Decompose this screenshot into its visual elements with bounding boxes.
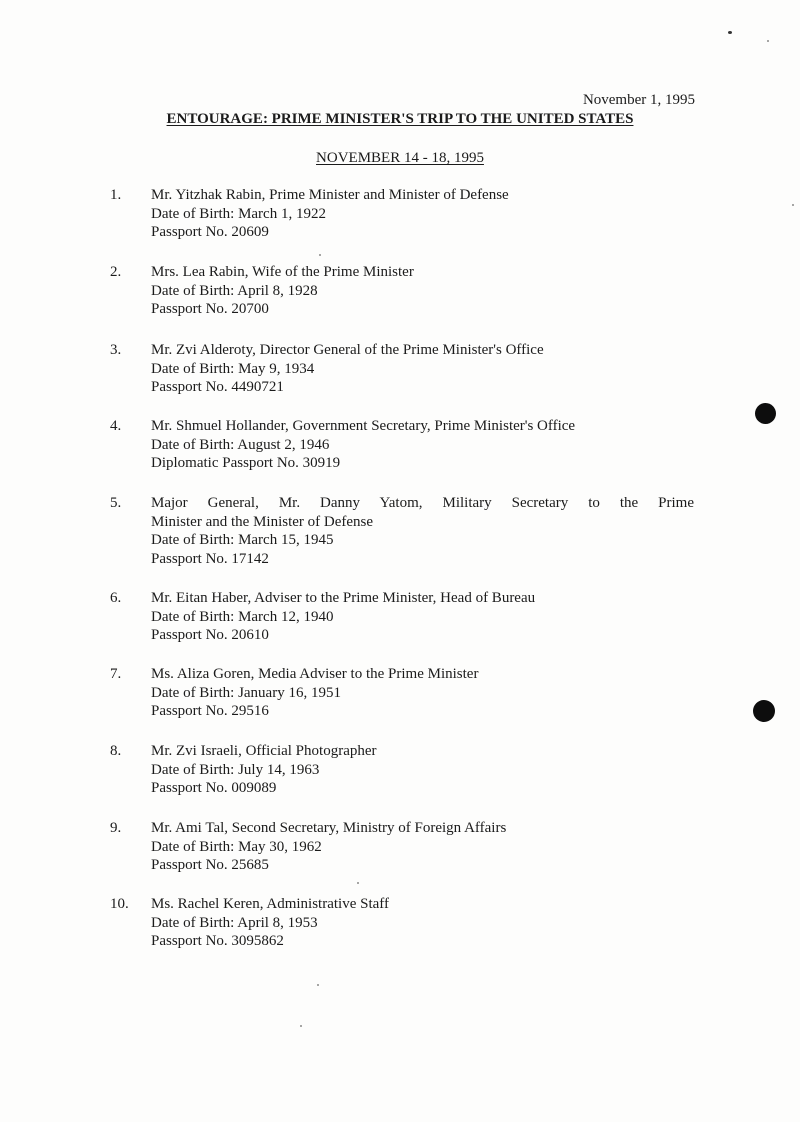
entry-passport: Passport No. 4490721 [151,379,284,395]
entry-passport: Diplomatic Passport No. 30919 [151,455,341,471]
entry-details [151,589,694,645]
entry-name-title: Mr. Ami Tal, Second Secretary, Ministry of Foreign Affairs [151,820,507,836]
trip-dates [0,148,800,168]
entry-name-title: Mr. Zvi Israeli, Official Photographer [151,743,377,759]
entry-passport: Passport No. 20609 [151,224,269,240]
document-title-text: ENTOURAGE: PRIME MINISTER'S TRIP TO THE UNITED STATES [166,111,634,127]
entry-passport: Passport No. 009089 [151,780,277,796]
entry-birth-date: Date of Birth: May 30, 1962 [151,838,322,855]
entry-number: 5. [110,495,122,511]
entry-passport: Passport No. 3095862 [151,933,284,949]
scan-speck [357,882,359,884]
entry-number: 6. [110,590,122,606]
entry-birth-date: Date of Birth: January 16, 1951 [151,684,341,701]
entry-birth-date: Date of Birth: April 8, 1953 [151,914,318,931]
scan-speck [767,40,769,42]
entry-name-title: Mr. Shmuel Hollander, Government Secretary, Prime Minister's Office [151,418,576,434]
punch-hole-icon [755,403,776,424]
entry-name-title: Mrs. Lea Rabin, Wife of the Prime Minister [151,264,414,280]
punch-hole-icon [753,700,775,722]
entry-number: 4. [110,418,122,434]
entry-details [151,186,694,242]
entry-passport: Passport No. 25685 [151,857,269,873]
entry-details [151,819,694,875]
entry-name-title: Mr. Zvi Alderoty, Director General of the Prime Minister's Office [151,342,544,358]
entry-passport: Passport No. 17142 [151,550,269,567]
entry-number: 8. [110,743,122,759]
entry-birth-date: Date of Birth: March 15, 1945 [151,532,334,548]
entry-name-title: Ms. Aliza Goren, Media Adviser to the Prime Minister [151,666,479,682]
document-title [0,109,800,129]
entry-birth-date: Date of Birth: July 14, 1963 [151,761,320,778]
scan-speck [300,1025,302,1027]
entry-name-title-continued: Minister and the Minister of Defense [151,513,374,530]
entry-details [151,494,694,568]
trip-dates-text: NOVEMBER 14 - 18, 1995 [316,150,484,166]
entry-passport: Passport No. 20700 [151,301,269,317]
entry-name-title: Mr. Yitzhak Rabin, Prime Minister and Minister of Defense [151,187,509,203]
entry-birth-date: Date of Birth: March 1, 1922 [151,205,326,222]
entry-birth-date: Date of Birth: May 9, 1934 [151,360,315,377]
entry-details [151,417,694,473]
document-date: November 1, 1995 [582,92,695,108]
entry-details [151,665,694,721]
entry-number: 7. [110,666,122,682]
scan-speck [728,31,732,34]
entry-details [151,742,694,798]
scan-speck [792,204,794,206]
scan-speck [317,984,319,986]
entry-number: 10. [110,896,129,912]
entry-birth-date: Date of Birth: March 12, 1940 [151,608,334,625]
entry-number: 2. [110,264,122,280]
entry-number: 3. [110,342,122,358]
entry-details [151,341,694,397]
entry-number: 9. [110,820,122,836]
scan-speck [319,254,321,256]
entry-birth-date: Date of Birth: April 8, 1928 [151,282,318,299]
entry-name-title: Major General, Mr. Danny Yatom, Military Secretary to the Prime [151,495,694,511]
entry-details [151,895,694,951]
entry-name-title: Ms. Rachel Keren, Administrative Staff [151,896,390,912]
entry-name-title: Mr. Eitan Haber, Adviser to the Prime Minister, Head of Bureau [151,590,536,606]
entry-passport: Passport No. 29516 [151,703,269,719]
entry-passport: Passport No. 20610 [151,627,269,643]
entry-birth-date: Date of Birth: August 2, 1946 [151,436,330,453]
entry-details [151,263,694,319]
entry-number: 1. [110,187,122,203]
